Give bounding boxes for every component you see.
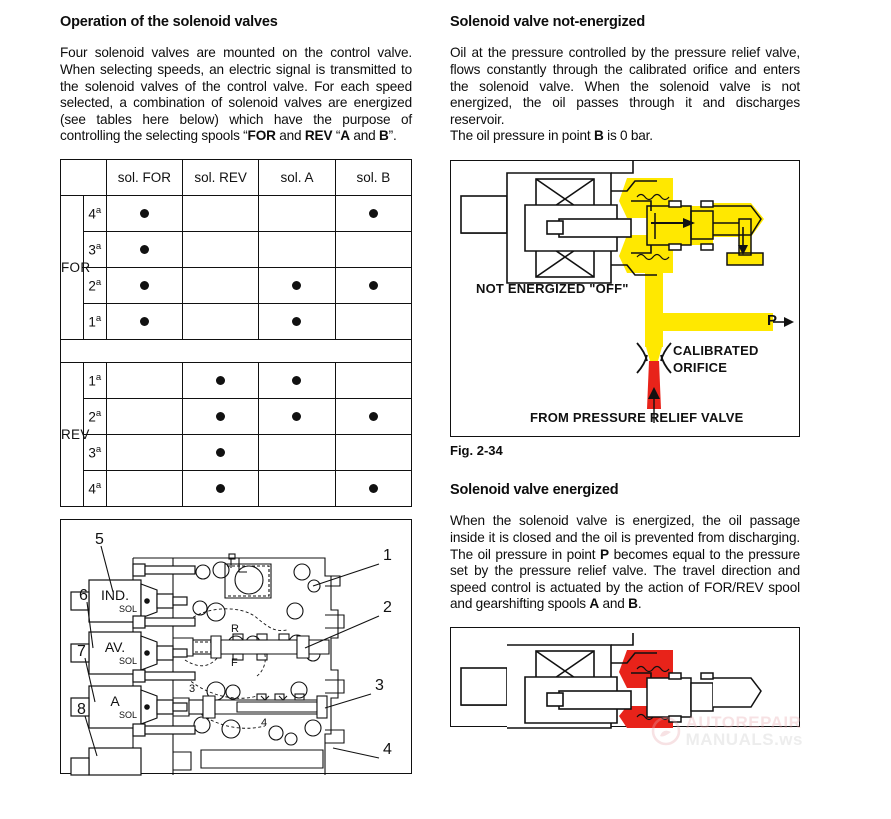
energized-marker [259,267,335,303]
table-row [61,303,412,339]
label-port-p: P [767,311,778,329]
energized-marker [182,398,258,434]
table-row [61,470,412,506]
solenoid-energized-drawing [451,628,798,728]
emphasis: B [628,596,638,612]
empty-cell [259,434,335,470]
speed-label: 3$^a$ [83,434,106,470]
energized-marker [106,303,182,339]
inline-mark: 3 [189,682,196,695]
emphasis: B [378,128,389,144]
page-title-operation: Operation of the solenoid valves [60,14,278,30]
spool-row-1 [173,634,329,660]
header-blank [61,159,107,195]
energized-paragraph: When the solenoid valve is energized, the oil passage inside it is closed and the oil is prevented from discharging. The oil pressure in point P becomes equal to the pressure set by the pressure relief valve. The travel direction and speed control is actuated by the action of FOR/REV spool and gearshifting spools A and B. [450,513,800,612]
empty-cell [335,362,411,398]
header-sol-for: sol. FOR [106,159,182,195]
solenoid-combination-table [60,159,412,507]
empty-cell [106,362,182,398]
callout-number: 3 [375,676,384,694]
empty-cell [106,470,182,506]
label-calibrated: CALIBRATED [673,342,759,358]
speed-label: 3$^a$ [83,231,106,267]
figure-caption-2-34: Fig. 2-34 [450,442,503,458]
empty-cell [335,434,411,470]
solenoid-sub: SOL [118,709,137,720]
inline-mark: R [231,622,239,635]
energized-marker [182,470,258,506]
energized-marker [335,470,411,506]
callout-number: 8 [77,700,86,718]
operation-paragraph: Four solenoid valves are mounted on the control valve. When selecting speeds, an electric signal is transmitted to the solenoid valves of the control valve. For each speed selected, a combination of solenoid valves are energized (see tables here below) which have the purpose of controlling the selecting spools “FOR and REV “A and B”. [60,45,412,144]
label-not-energized: NOT ENERGIZED "OFF" [476,280,629,296]
empty-cell [335,303,411,339]
energized-marker [335,398,411,434]
header-sol-rev: sol. REV [182,159,258,195]
speed-label: 4$^a$ [83,470,106,506]
not-energized-paragraph: Oil at the pressure controlled by the pressure relief valve, flows constantly through the calibrated orifice and enters the solenoid valve. When the solenoid valve is not energized, the oil passes through it and discharges reservoir. [450,45,800,127]
solenoid-not-energized-drawing [451,161,798,435]
title-energized: Solenoid valve energized [450,481,619,498]
speed-label: 2$^a$ [83,267,106,303]
control-valve-figure [60,519,412,774]
direction-group-label: FOR [61,195,84,339]
energized-marker [335,195,411,231]
watermark-line2: MANUALS.ws [685,729,803,749]
label-orifice: ORIFICE [673,359,728,375]
energized-marker [259,398,335,434]
callout-number: 2 [383,598,392,616]
direction-group-label: REV [61,362,84,506]
solenoid-name: AV. [104,638,126,655]
not-energized-pressure-note: The oil pressure in point B is 0 bar. [450,128,653,144]
title-not-energized: Solenoid valve not-energized [450,14,646,30]
solenoid-sub: SOL [118,603,137,614]
solenoid-label-box [89,686,141,728]
table-row [61,434,412,470]
energized-marker [259,303,335,339]
table-head [61,159,412,195]
emphasis: FOR [247,128,276,144]
label-from-relief-valve: FROM PRESSURE RELIEF VALVE [530,409,744,425]
empty-cell [259,470,335,506]
energized-marker [335,267,411,303]
callout-number: 1 [383,546,392,564]
table-body [61,195,412,506]
solenoid-label-box [89,632,141,674]
inline-mark: 4 [261,716,268,729]
empty-cell [106,434,182,470]
solenoid-sub: SOL [118,655,137,666]
empty-cell [106,398,182,434]
spool-row-3 [173,750,323,770]
speed-label: 4$^a$ [83,195,106,231]
empty-cell [335,231,411,267]
energized-marker [106,267,182,303]
watermark-line1: AUTOREPAIR [685,712,802,732]
right-column [450,14,803,749]
energized-marker [259,362,335,398]
speed-label: 1$^a$ [83,362,106,398]
energized-marker [182,434,258,470]
header-sol-b: sol. B [335,159,411,195]
empty-cell [182,267,258,303]
left-column [60,14,412,774]
spool-row-2 [173,694,327,718]
table-row [61,195,412,231]
energized-marker [106,195,182,231]
callout-number: 4 [383,740,392,758]
header-sol-a: sol. A [259,159,335,195]
emphasis: A [340,128,350,144]
energized-marker [182,362,258,398]
table-row [61,231,412,267]
table-row [61,398,412,434]
table-row [61,267,412,303]
emphasis: B [593,128,604,144]
emphasis: A [589,596,600,612]
table-row [61,362,412,398]
callout-number: 5 [95,530,104,548]
table-spacer-row [61,339,412,362]
emphasis: REV [304,128,333,144]
table-header-row [61,159,412,195]
solenoid-name: A [110,692,120,709]
callout-number: 7 [77,642,86,660]
empty-cell [259,195,335,231]
figure-2-34 [450,160,800,437]
solenoid-label-box [89,580,141,622]
inline-mark: F [231,656,238,669]
figure-2-35-energized [450,627,803,749]
empty-cell [182,303,258,339]
solenoid-name: IND. [101,586,129,603]
table-spacer-cell [61,339,412,362]
valve-internals-2 [647,673,761,722]
energized-marker [106,231,182,267]
speed-label: 2$^a$ [83,398,106,434]
empty-cell [259,231,335,267]
callout-number: 6 [79,586,88,604]
empty-cell [182,231,258,267]
empty-cell [182,195,258,231]
speed-label: 1$^a$ [83,303,106,339]
emphasis: P [600,546,609,562]
